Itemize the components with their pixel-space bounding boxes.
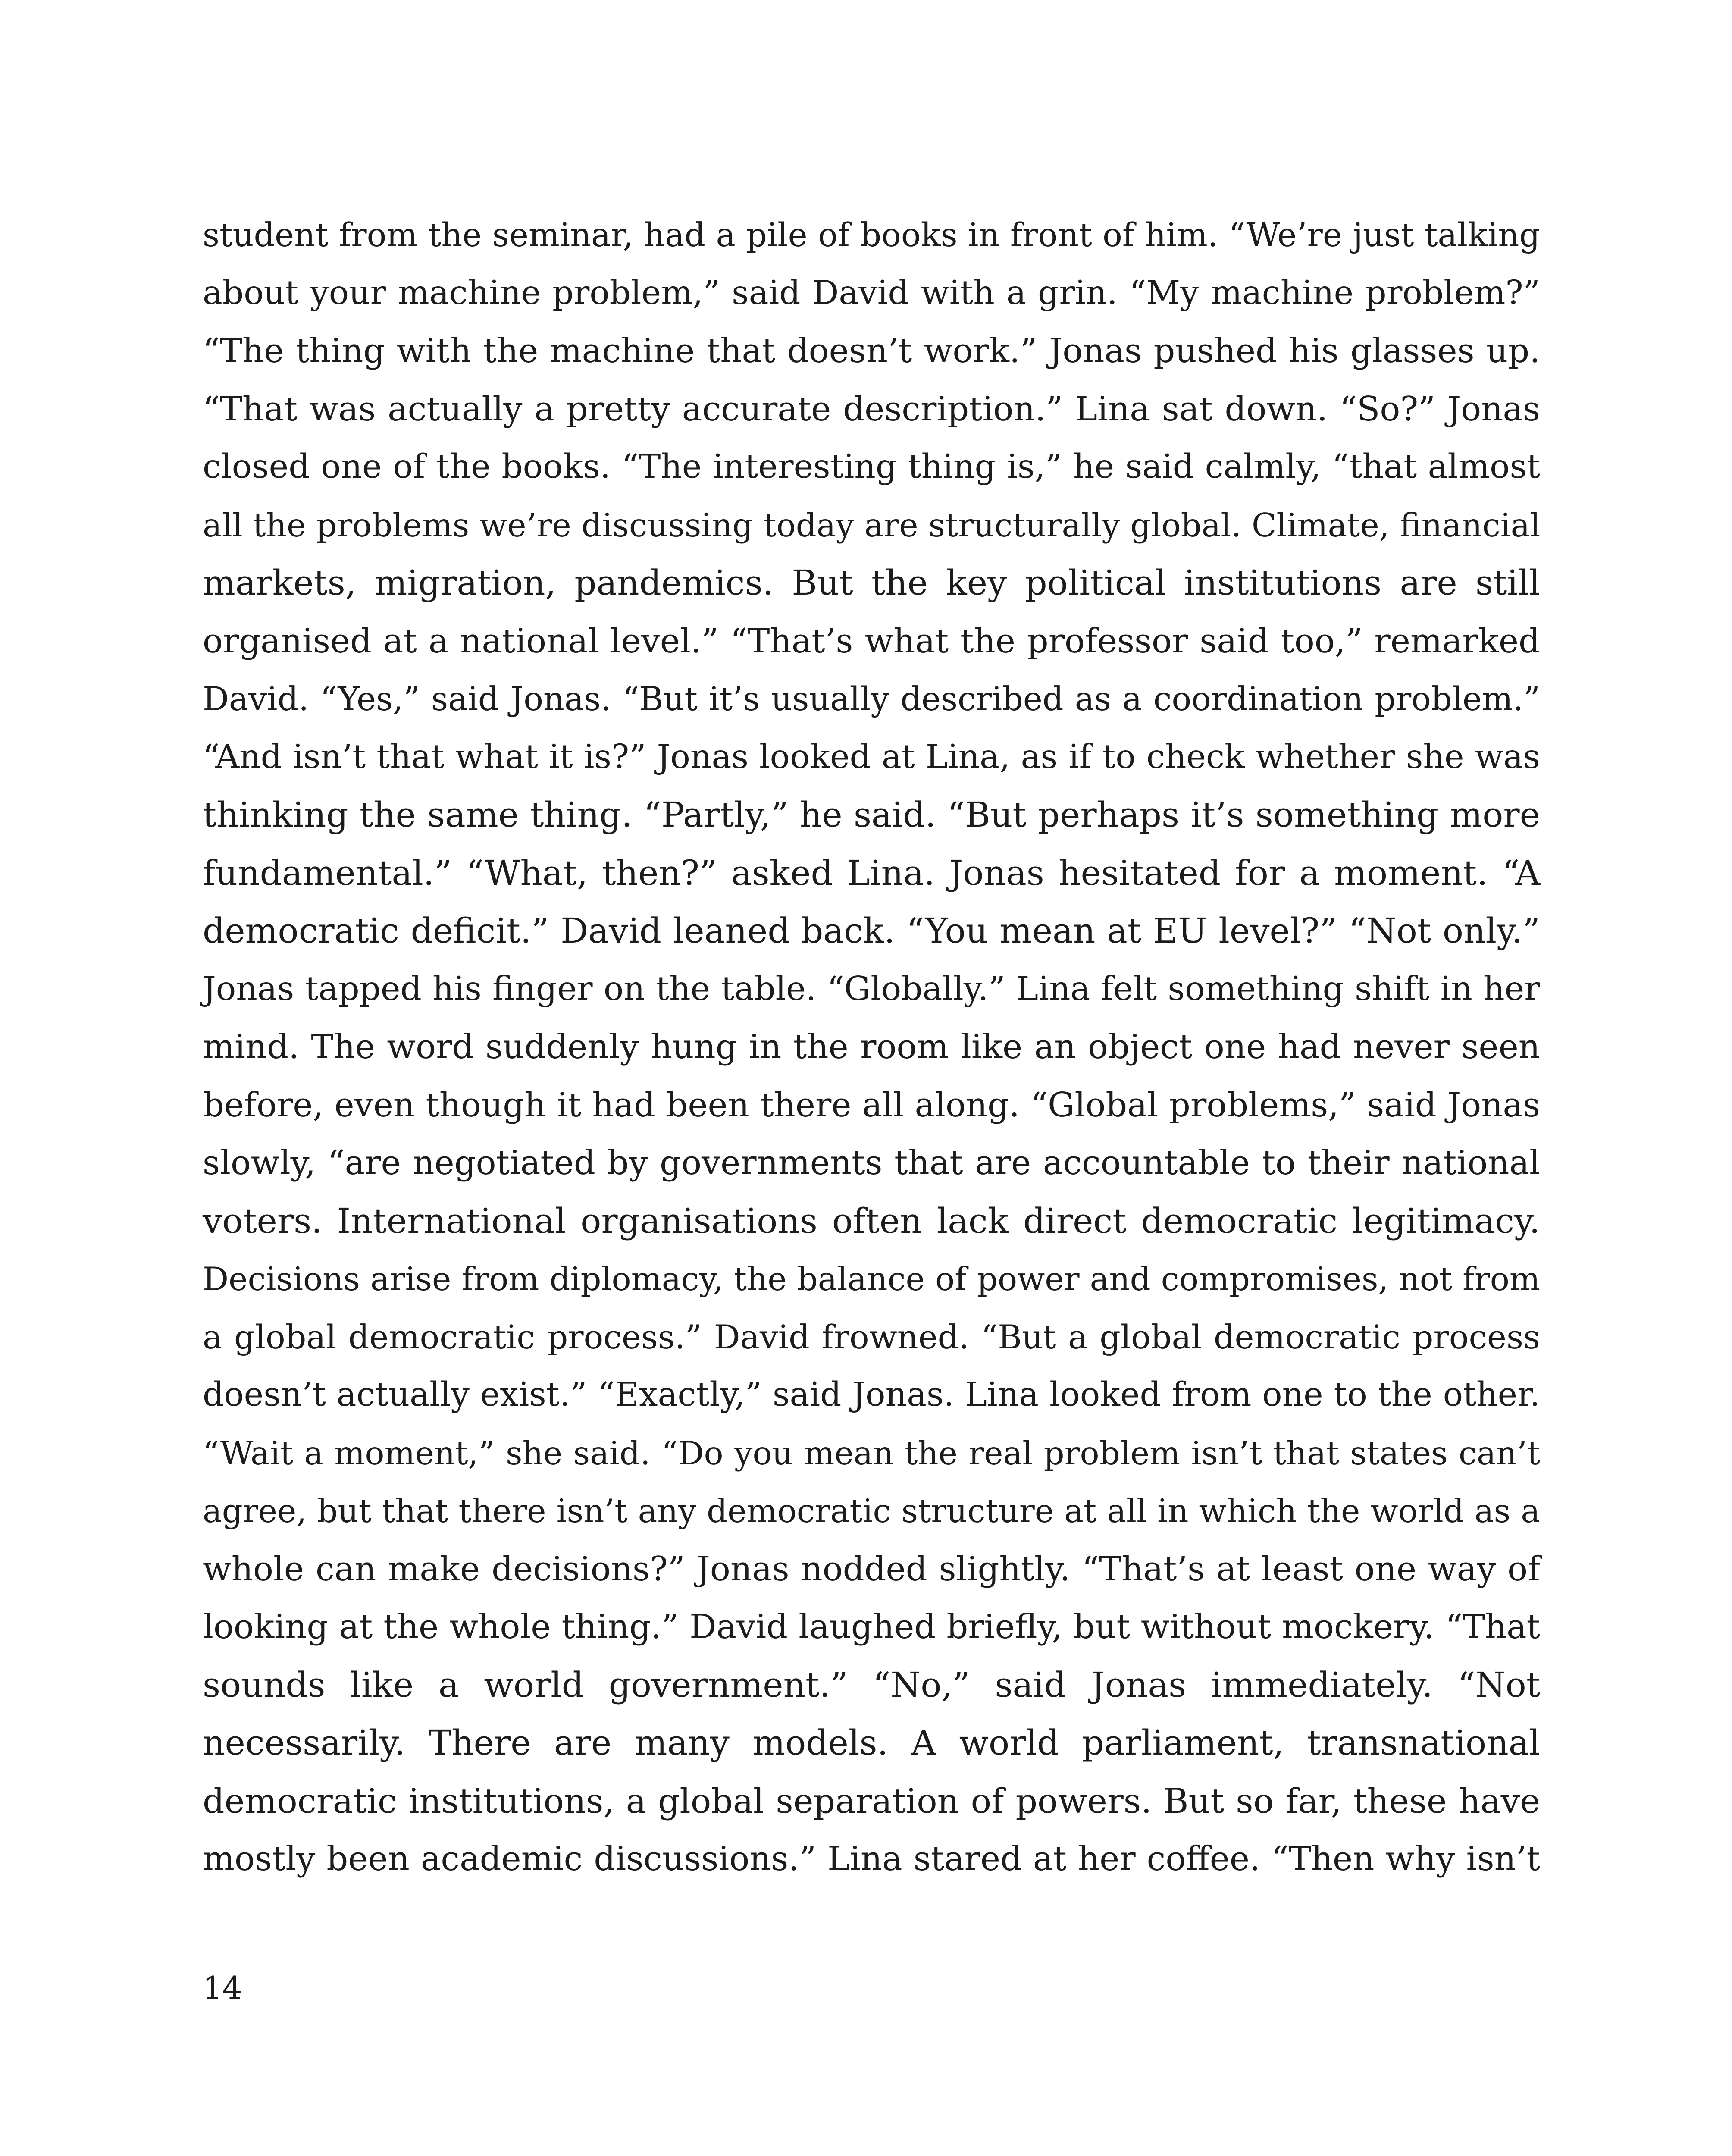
text-line: democratic deficit.” David leaned back. “You mean at EU level?” “Not only.” [203, 911, 1540, 951]
page-number: 14 [203, 1970, 242, 2006]
text-line: agree, but that there isn’t any democratic structure at all in which the world as a [203, 1492, 1540, 1530]
text-line: Decisions arise from diplomacy, the balance of power and compromises, not from [203, 1260, 1540, 1298]
text-line: David. “Yes,” said Jonas. “But it’s usually described as a coordination problem.” [203, 680, 1540, 718]
text-line: whole can make decisions?” Jonas nodded slightly. “That’s at least one way of [203, 1549, 1540, 1589]
text-line: doesn’t actually exist.” “Exactly,” said Jonas. Lina looked from one to the other. [203, 1376, 1540, 1414]
text-line: democratic institutions, a global separation of powers. But so far, these have [203, 1781, 1540, 1821]
text-line: necessarily. There are many models. A world parliament, transnational [203, 1723, 1540, 1763]
text-line: mostly been academic discussions.” Lina stared at her coffee. “Then why isn’t [203, 1839, 1540, 1878]
text-line: slowly, “are negotiated by governments that are accountable to their national [203, 1144, 1540, 1182]
text-line: markets, migration, pandemics. But the key political institutions are still [203, 563, 1540, 603]
text-line: “Wait a moment,” she said. “Do you mean the real problem isn’t that states can’t [203, 1434, 1540, 1472]
text-line: organised at a national level.” “That’s what the professor said too,” remarked [203, 621, 1540, 661]
text-line: looking at the whole thing.” David laughed briefly, but without mockery. “That [203, 1608, 1540, 1646]
text-line: fundamental.” “What, then?” asked Lina. Jonas hesitated for a moment. “A [203, 852, 1540, 893]
body-text [203, 206, 1540, 1888]
text-line: voters. International organisations often lack direct democratic legitimacy. [203, 1200, 1540, 1241]
text-line: “And isn’t that what it is?” Jonas looked at Lina, as if to check whether she was [203, 737, 1540, 776]
text-line: Jonas tapped his finger on the table. “Globally.” Lina felt something shift in her [203, 969, 1540, 1008]
text-line: student from the seminar, had a pile of books in front of him. “We’re just talking [203, 216, 1540, 254]
text-line: “The thing with the machine that doesn’t work.” Jonas pushed his glasses up. [203, 332, 1540, 370]
text-line: all the problems we’re discussing today are structurally global. Climate, financial [203, 506, 1541, 544]
text-line: mind. The word suddenly hung in the room like an object one had never seen [203, 1028, 1540, 1066]
text-line: about your machine problem,” said David with a grin. “My machine problem?” [203, 273, 1540, 312]
text-line: closed one of the books. “The interesting thing is,” he said calmly, “that almost [203, 448, 1540, 486]
text-line: sounds like a world government.” “No,” said Jonas immediately. “Not [203, 1664, 1540, 1705]
text-line: a global democratic process.” David frowned. “But a global democratic process [203, 1317, 1540, 1356]
text-line: “That was actually a pretty accurate description.” Lina sat down. “So?” Jonas [203, 389, 1540, 429]
text-line: thinking the same thing. “Partly,” he said. “But perhaps it’s something more [203, 795, 1540, 835]
text-line: before, even though it had been there all along. “Global problems,” said Jonas [203, 1085, 1540, 1125]
